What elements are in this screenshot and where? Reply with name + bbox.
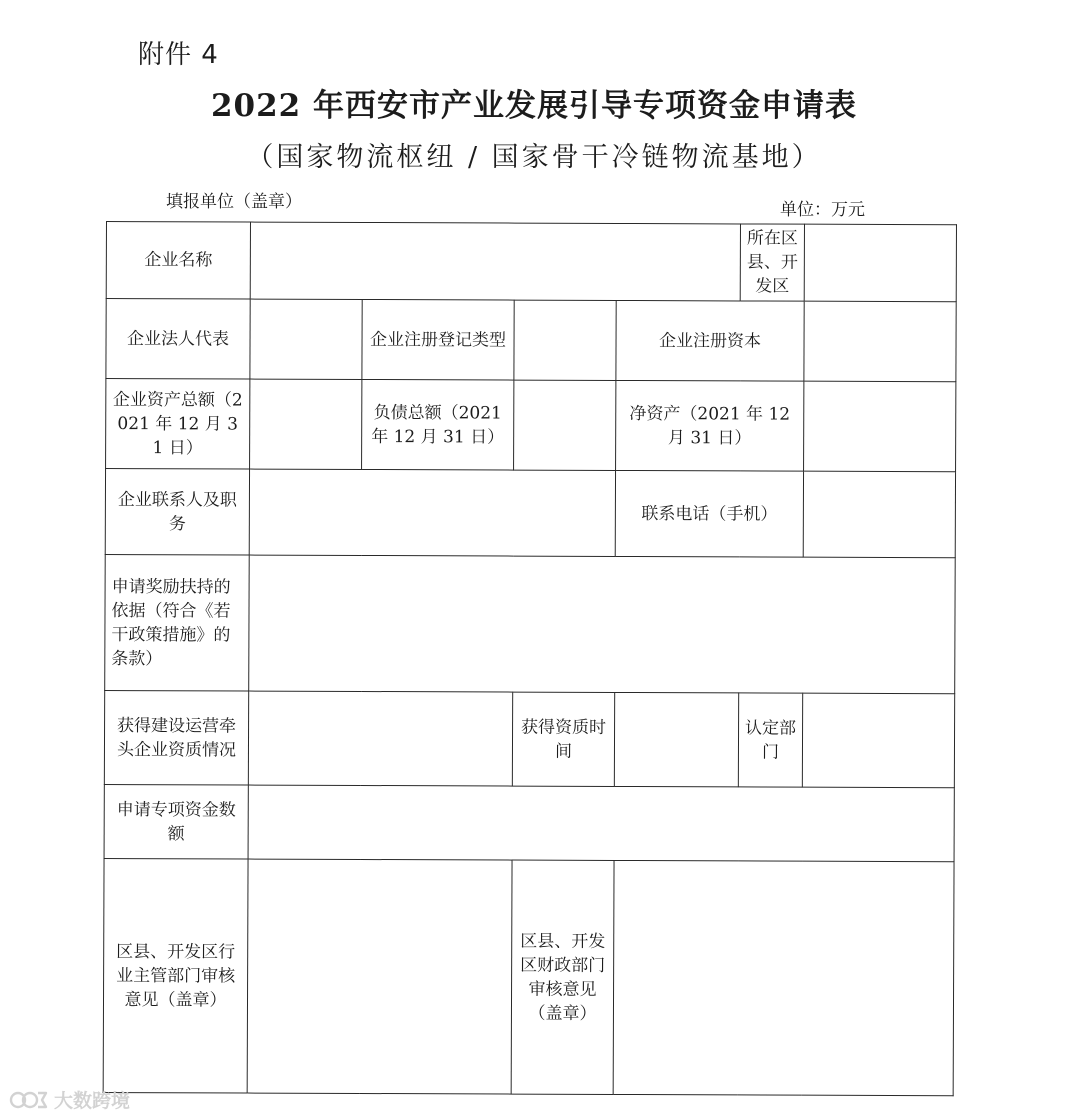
total-liabilities-field[interactable] — [514, 380, 616, 470]
contact-phone-label: 联系电话（手机） — [615, 470, 803, 557]
contact-phone-field[interactable] — [803, 471, 955, 558]
fund-amount-label: 申请专项资金数额 — [104, 784, 248, 859]
reg-type-field[interactable] — [514, 300, 616, 380]
total-liabilities-label: 负债总额（2021 年 12 月 31 日） — [362, 379, 514, 470]
filler-unit-label: 填报单位（盖章） — [166, 192, 302, 212]
basis-field[interactable] — [249, 555, 956, 694]
contact-person-label: 企业联系人及职务 — [105, 469, 249, 556]
qualification-time-label: 获得资质时间 — [512, 692, 614, 786]
finance-opinion-field[interactable] — [613, 860, 954, 1095]
reg-capital-field[interactable] — [804, 301, 956, 382]
watermark-text: 大数跨境 — [54, 1090, 131, 1112]
reg-capital-label: 企业注册资本 — [616, 300, 804, 381]
form-subtitle: （国家物流枢纽 / 国家骨干冷链物流基地） — [246, 142, 822, 173]
qualification-label: 获得建设运营牵头企业资质情况 — [104, 690, 248, 785]
net-assets-label: 净资产（2021 年 12 月 31 日） — [616, 380, 804, 471]
form-row — [104, 784, 954, 861]
form-row — [106, 379, 956, 472]
contact-person-field[interactable] — [249, 469, 615, 556]
total-assets-field[interactable] — [250, 379, 362, 469]
form-row — [106, 299, 956, 382]
form-row — [106, 222, 956, 302]
attachment-label: 附件 4 — [138, 40, 219, 70]
application-form-table — [103, 221, 957, 1096]
industry-opinion-field[interactable] — [247, 859, 512, 1094]
fund-amount-field[interactable] — [248, 785, 954, 862]
net-assets-field[interactable] — [804, 381, 956, 472]
form-row — [105, 554, 956, 693]
finance-opinion-label: 区县、开发区财政部门审核意见（盖章） — [511, 860, 614, 1094]
certifying-dept-label: 认定部门 — [738, 693, 802, 787]
industry-opinion-label: 区县、开发区行业主管部门审核意见（盖章） — [103, 858, 248, 1093]
company-name-field[interactable] — [250, 222, 740, 301]
reg-type-label: 企业注册登记类型 — [362, 299, 514, 380]
district-field[interactable] — [804, 224, 956, 302]
form-row — [104, 690, 954, 787]
form-title: 2022 年西安市产业发展引导专项资金申请表 — [210, 88, 858, 124]
logo-icon — [8, 1088, 50, 1112]
watermark — [8, 1086, 130, 1113]
qualification-field[interactable] — [248, 691, 512, 786]
total-assets-label: 企业资产总额（2021 年 12 月 31 日） — [106, 379, 250, 470]
legal-rep-field[interactable] — [250, 299, 362, 379]
certifying-dept-field[interactable] — [802, 693, 954, 788]
company-name-label: 企业名称 — [106, 222, 250, 300]
basis-label: 申请奖励扶持的依据（符合《若干政策措施》的条款） — [105, 554, 250, 691]
form-row — [105, 469, 955, 558]
qualification-time-field[interactable] — [614, 692, 738, 786]
currency-unit-label: 单位：万元 — [780, 200, 865, 220]
form-row — [103, 858, 954, 1095]
district-label: 所在区县、开发区 — [740, 224, 804, 301]
legal-rep-label: 企业法人代表 — [106, 299, 250, 380]
